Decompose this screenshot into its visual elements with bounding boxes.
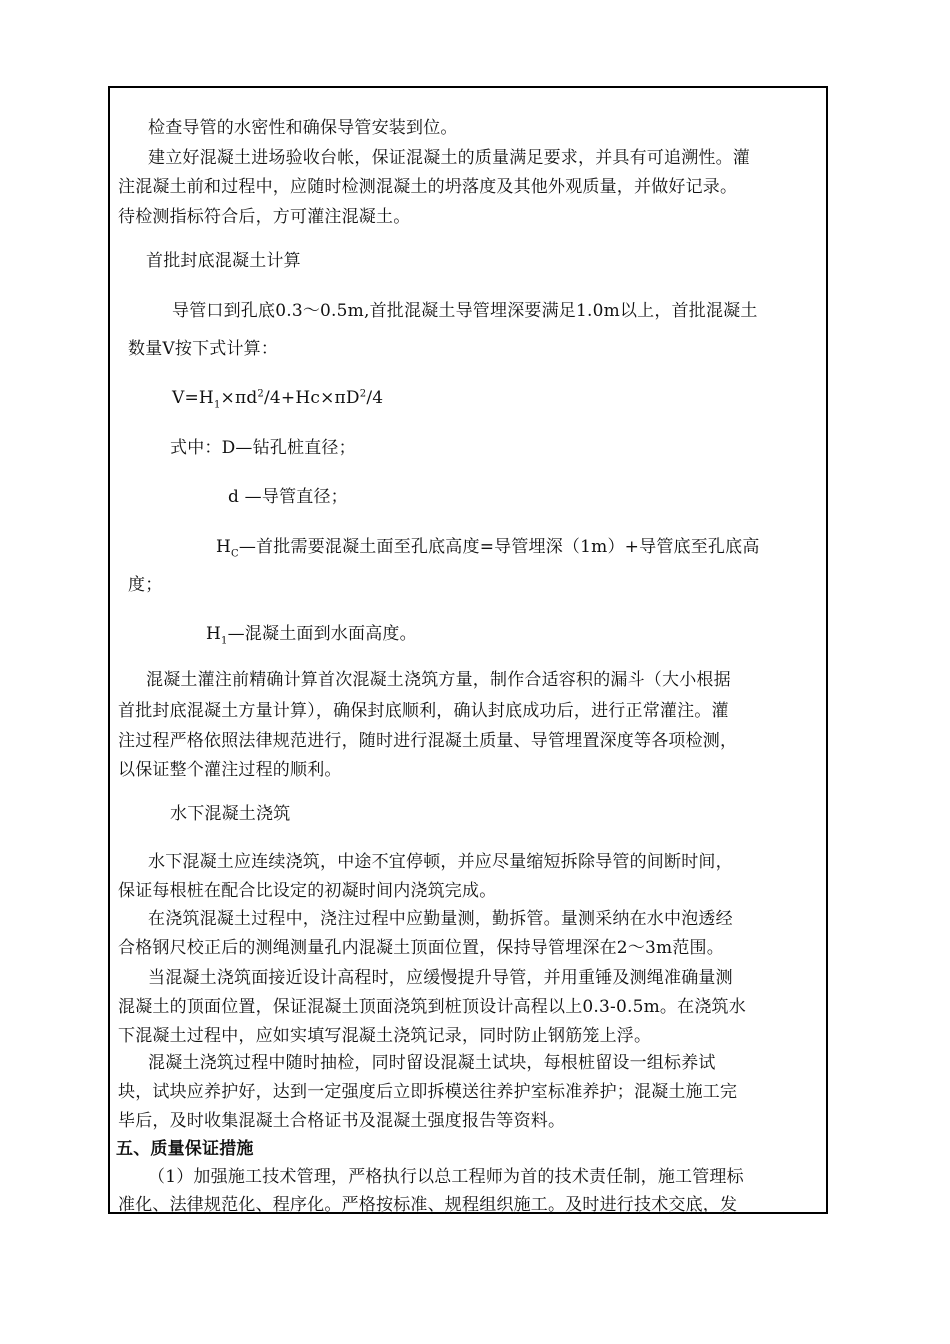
paragraph-line: 注过程严格依照法律规范进行，随时进行混凝土质量、导管埋置深度等各项检测， <box>118 731 738 751</box>
paragraph-line: 建立好混凝土进场验收台帐，保证混凝土的质量满足要求，并具有可追溯性。灌 <box>148 148 750 168</box>
paragraph-line: 块，试块应养护好，达到一定强度后立即拆模送往养护室标准养护；混凝土施工完 <box>118 1082 738 1102</box>
formula-variable-H1: $H_1—$混凝土面到水面高度。 <box>206 624 417 647</box>
formula-variable-Hc: $H_C—$首批需要混凝土面至孔底高度=导管埋深（1m）+导管底至孔底高 <box>216 537 760 560</box>
formula-variable-d: d —导管直径； <box>228 487 348 507</box>
paragraph-line: 数量V按下式计算： <box>128 339 279 359</box>
section-heading: 水下混凝土浇筑 <box>170 804 291 824</box>
paragraph-line: 导管口到孔底0.3～0.5m,首批混凝土导管埋深要满足1.0m以上，首批混凝土 <box>172 301 758 321</box>
paragraph-line: （1）加强施工技术管理，严格执行以总工程师为首的技术责任制，施工管理标 <box>148 1167 744 1187</box>
section-heading-quality: 五、质量保证措施 <box>116 1139 254 1159</box>
paragraph-line: 准化、法律规范化、程序化。严格按标准、规程组织施工。及时进行技术交底，发 <box>118 1195 738 1215</box>
formula: $V=H_1\times\pi d^2/4+Hc\times\pi D^2/4$ <box>172 388 384 411</box>
paragraph-line: 在浇筑混凝土过程中，浇注过程中应勤量测，勤拆管。量测采纳在水中泡透经 <box>148 909 733 929</box>
paragraph-line: 下混凝土过程中，应如实填写混凝土浇筑记录，同时防止钢筋笼上浮。 <box>118 1026 652 1046</box>
paragraph-line: 混凝土灌注前精确计算首次混凝土浇筑方量，制作合适容积的漏斗（大小根据 <box>146 670 731 690</box>
paragraph-line: 检查导管的水密性和确保导管安装到位。 <box>148 118 458 138</box>
paragraph-line: 度； <box>128 575 163 595</box>
paragraph-line: 注混凝土前和过程中，应随时检测混凝土的坍落度及其他外观质量，并做好记录。 <box>118 177 738 197</box>
paragraph-line: 合格钢尺校正后的测绳测量孔内混凝土顶面位置，保持导管埋深在2～3m范围。 <box>118 938 724 958</box>
paragraph-line: 毕后，及时收集混凝土合格证书及混凝土强度报告等资料。 <box>118 1111 566 1131</box>
formula-variable-D: 式中：D—钻孔桩直径； <box>170 438 356 458</box>
section-heading: 首批封底混凝土计算 <box>146 251 301 271</box>
paragraph-line: 混凝土的顶面位置，保证混凝土顶面浇筑到桩顶设计高程以上0.3-0.5m。在浇筑水 <box>118 997 746 1017</box>
paragraph-line: 混凝土浇筑过程中随时抽检，同时留设混凝土试块，每根桩留设一组标养试 <box>148 1053 716 1073</box>
paragraph-line: 首批封底混凝土方量计算），确保封底顺利，确认封底成功后，进行正常灌注。灌 <box>118 701 729 721</box>
paragraph-line: 保证每根桩在配合比设定的初凝时间内浇筑完成。 <box>118 881 497 901</box>
paragraph-line: 以保证整个灌注过程的顺利。 <box>118 760 342 780</box>
paragraph-line: 待检测指标符合后，方可灌注混凝土。 <box>118 207 411 227</box>
paragraph-line: 当混凝土浇筑面接近设计高程时，应缓慢提升导管，并用重锤及测绳准确量测 <box>148 968 733 988</box>
paragraph-line: 水下混凝土应连续浇筑，中途不宜停顿，并应尽量缩短拆除导管的间断时间， <box>148 852 733 872</box>
